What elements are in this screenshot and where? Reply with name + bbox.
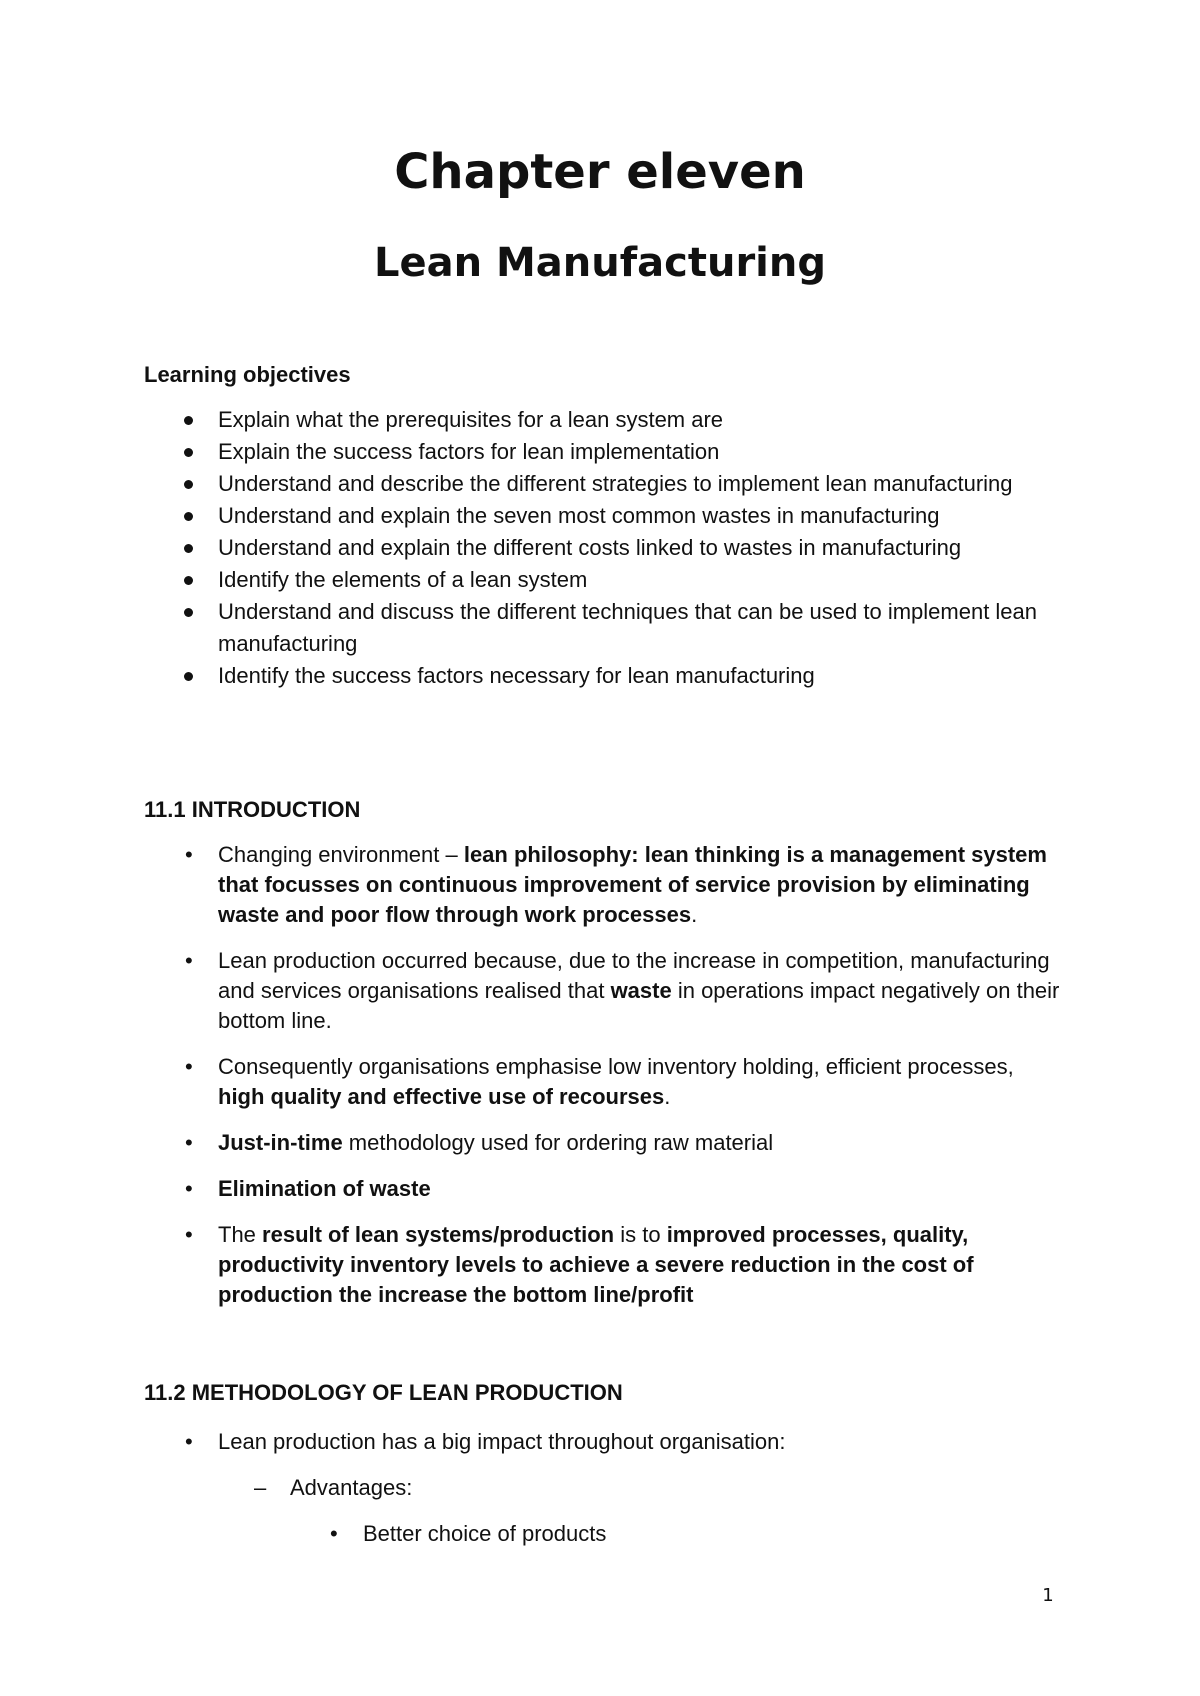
bullet-icon: • bbox=[330, 1521, 338, 1546]
bullet-icon: • bbox=[185, 1176, 193, 1201]
bullet-icon: • bbox=[185, 1130, 193, 1155]
methodology-subitem: Advantages: bbox=[290, 1475, 413, 1500]
bullet-dot-icon bbox=[184, 576, 193, 585]
objective-item: Understand and explain the different costs linked to wastes in manufacturing bbox=[144, 532, 1064, 564]
introduction-heading: 11.1 INTRODUCTION bbox=[144, 797, 361, 822]
intro-item: • Changing environment – lean philosophy: lean thinking is a management system that focusses on continuous improvement of service provision by eliminating waste and poor flow through work processes. bbox=[185, 842, 1047, 927]
bullet-icon: • bbox=[185, 1222, 193, 1247]
chapter-subtitle: Lean Manufacturing bbox=[373, 240, 826, 286]
objective-item: Identify the success factors necessary for lean manufacturing bbox=[144, 660, 1064, 692]
intro-item: • Just-in-time methodology used for ordering raw material bbox=[144, 1128, 1064, 1158]
chapter-title: Chapter eleven bbox=[394, 144, 806, 200]
bullet-icon: • bbox=[185, 948, 193, 973]
bullet-dot-icon bbox=[184, 480, 193, 489]
bullet-dot-icon bbox=[184, 544, 193, 553]
objective-item: Explain what the prerequisites for a lean system are bbox=[144, 404, 1064, 436]
methodology-subsubitem: Better choice of products bbox=[363, 1521, 607, 1546]
intro-item: • The result of lean systems/production is to improved processes, quality, productivity inventory levels to achieve a severe reduction in the cost of production the increase the bottom line/profit bbox=[185, 1222, 974, 1307]
objective-item: Identify the elements of a lean system bbox=[144, 564, 1064, 596]
bullet-icon: • bbox=[185, 1054, 193, 1079]
objective-item: Understand and explain the seven most common wastes in manufacturing bbox=[144, 500, 1064, 532]
intro-item: • Consequently organisations emphasise low inventory holding, efficient processes, high quality and effective use of recourses. bbox=[185, 1054, 1014, 1109]
objective-item: Understand and describe the different strategies to implement lean manufacturing bbox=[144, 468, 1064, 500]
bullet-dot-icon bbox=[184, 416, 193, 425]
bullet-dot-icon bbox=[184, 448, 193, 457]
page-number: 1 bbox=[1042, 1585, 1054, 1606]
bullet-icon: • bbox=[185, 1429, 193, 1454]
bullet-dot-icon bbox=[184, 512, 193, 521]
objectives-list bbox=[144, 404, 1064, 692]
methodology-item: Lean production has a big impact throughout organisation: bbox=[218, 1429, 786, 1454]
dash-icon: – bbox=[254, 1475, 267, 1500]
introduction-list bbox=[144, 840, 1064, 1326]
objective-item: Explain the success factors for lean implementation bbox=[144, 436, 1064, 468]
bullet-icon: • bbox=[185, 842, 193, 867]
objective-item: Understand and discuss the different techniques that can be used to implement lean manufacturing bbox=[144, 596, 1064, 660]
bullet-dot-icon bbox=[184, 608, 193, 617]
objectives-heading: Learning objectives bbox=[144, 362, 351, 387]
intro-item: • Lean production occurred because, due to the increase in competition, manufacturing and services organisations realised that waste in operations impact negatively on their bottom line. bbox=[185, 948, 1060, 1033]
methodology-heading: 11.2 METHODOLOGY OF LEAN PRODUCTION bbox=[144, 1380, 623, 1405]
bullet-dot-icon bbox=[184, 672, 193, 681]
intro-item: • Elimination of waste bbox=[144, 1174, 1064, 1204]
